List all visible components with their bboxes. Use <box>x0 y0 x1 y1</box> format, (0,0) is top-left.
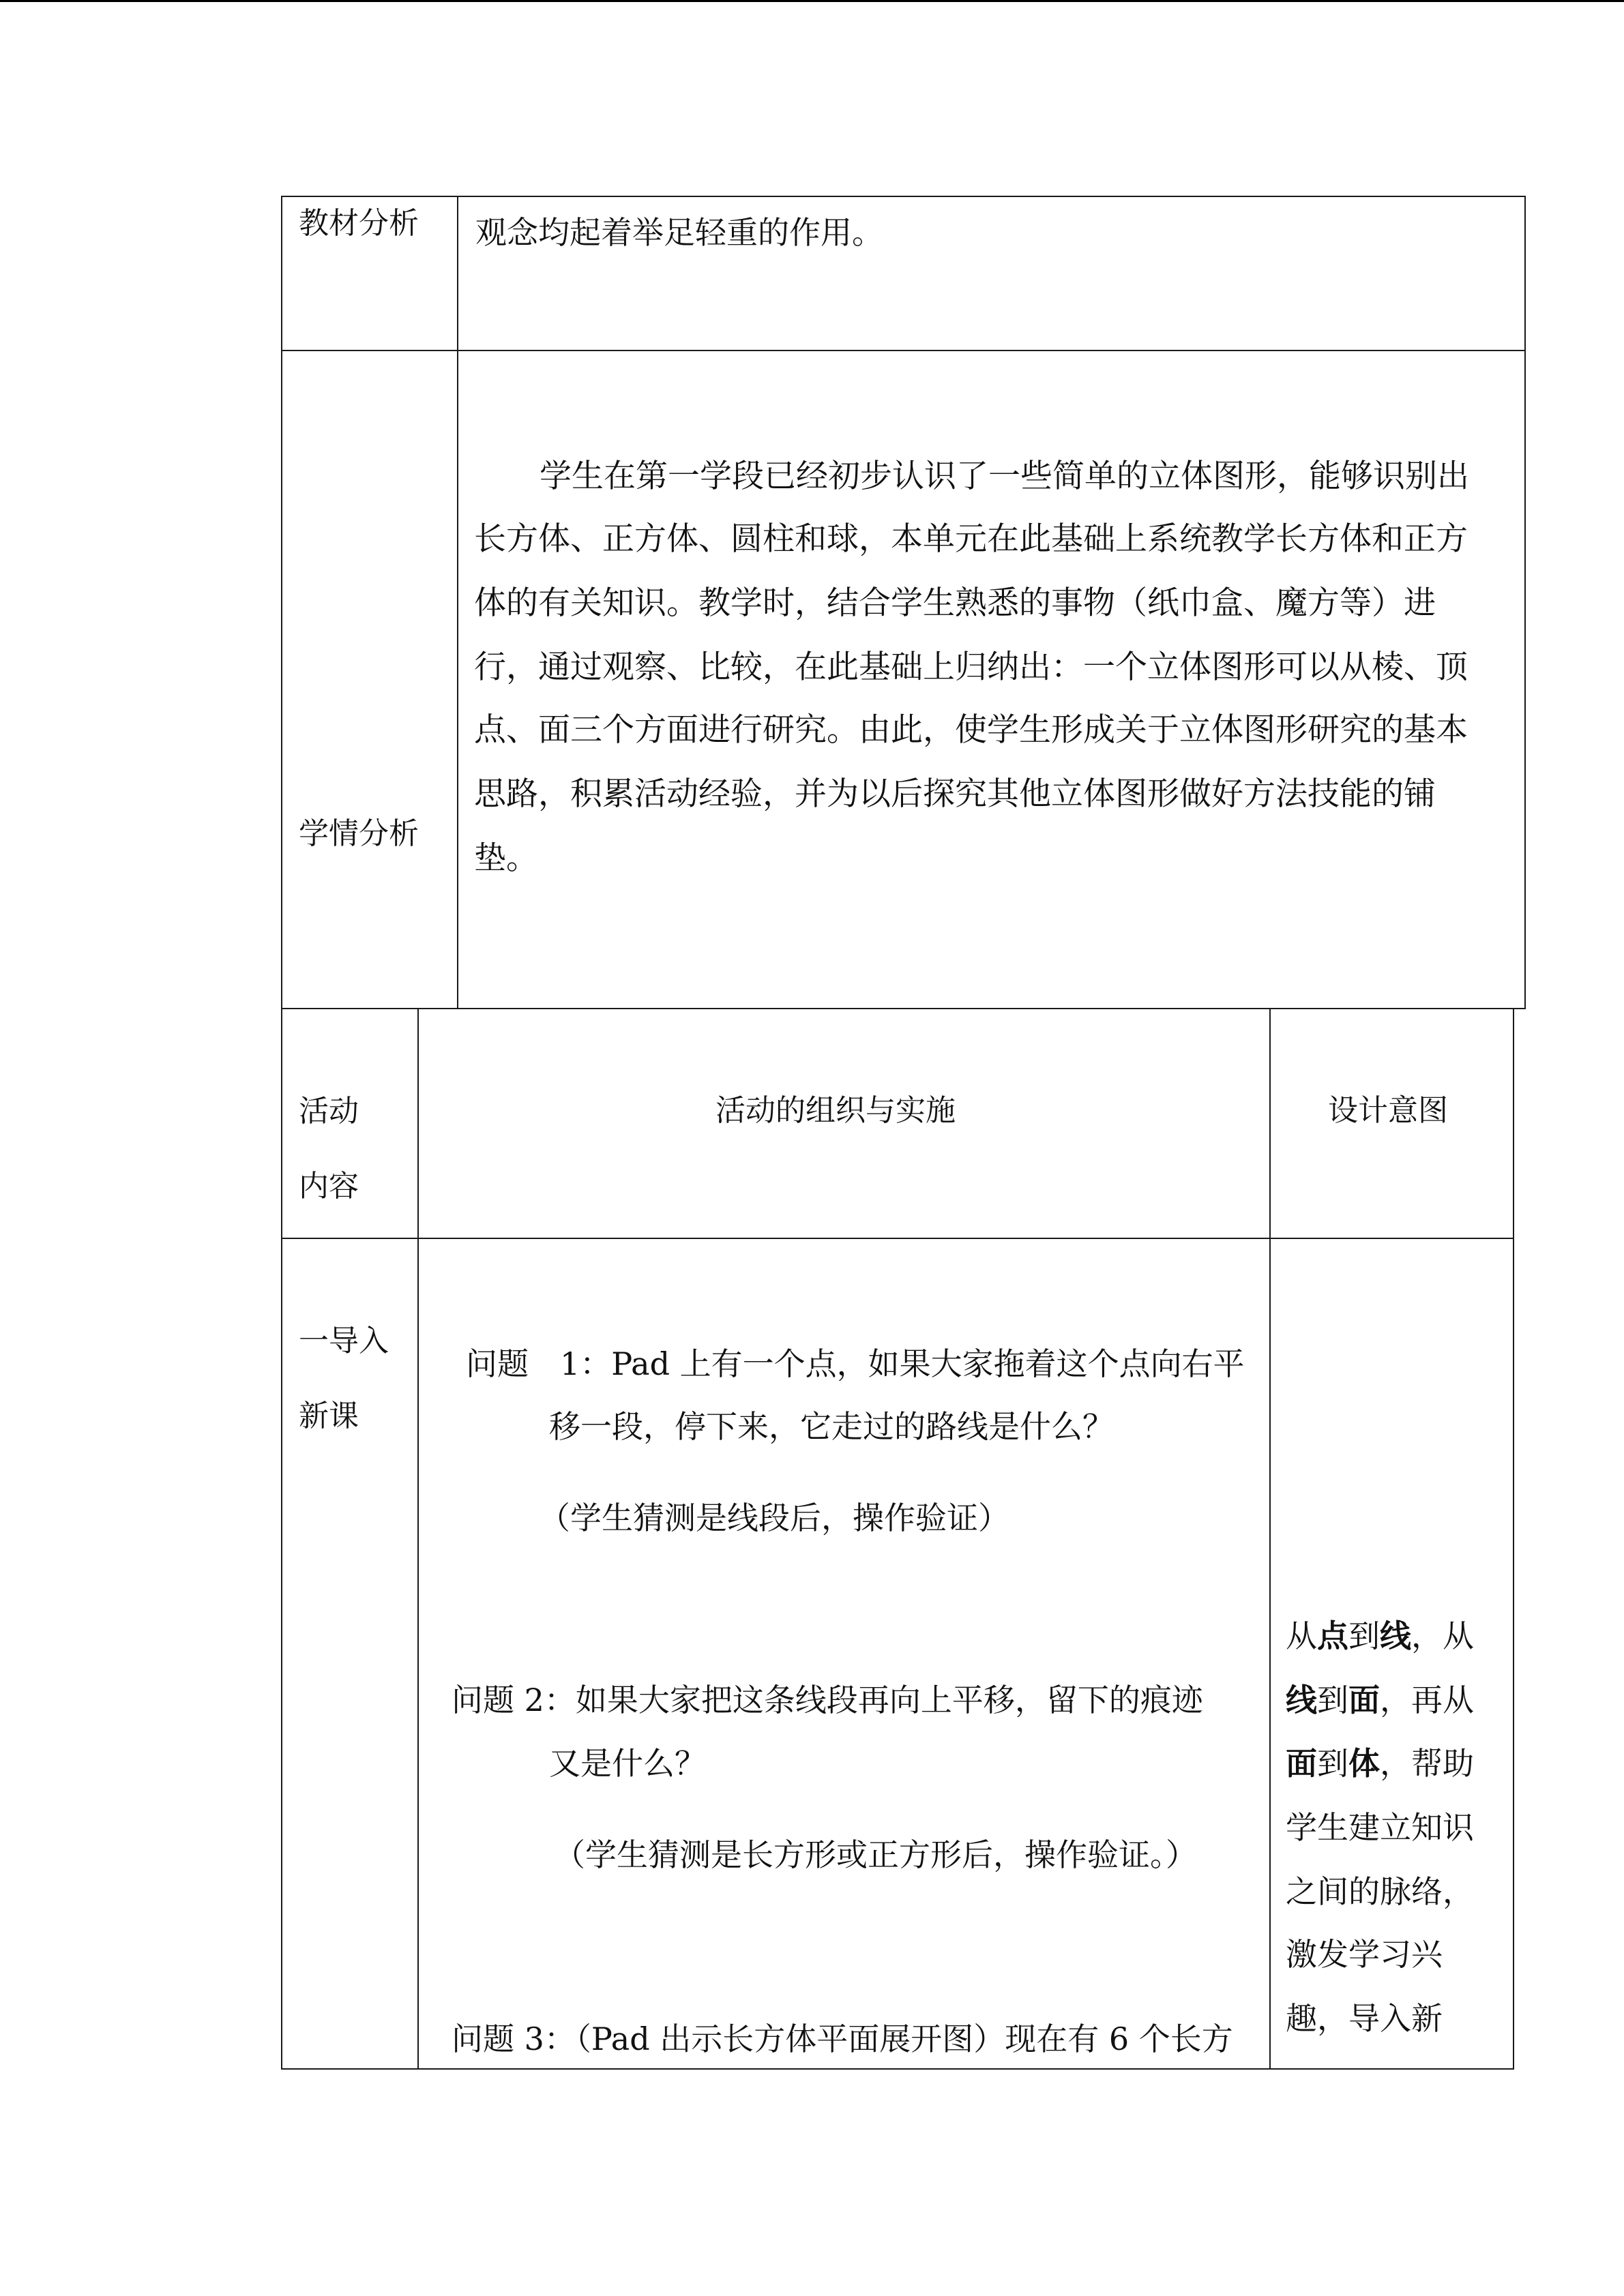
intent-text: 到 <box>1317 1682 1348 1718</box>
design-intent-header: 设计意图 <box>1328 1093 1448 1128</box>
student-analysis-line: 点、面三个方面进行研究。由此，使学生形成关于立体图形研究的基本 <box>474 711 1468 749</box>
textbook-analysis-content: 观念均起着举足轻重的作用。 <box>475 214 883 251</box>
intent-text: ，从 <box>1411 1617 1474 1654</box>
intro-lesson-label-line1: 一导入 <box>299 1324 389 1358</box>
intent-text: 从 <box>1286 1617 1317 1654</box>
student-analysis-line: 长方体、正方体、圆柱和球，本单元在此基础上系统教学长方体和正方 <box>474 520 1468 558</box>
question-2-line2: 又是什么？ <box>549 1745 706 1782</box>
intent-text: 到 <box>1317 1745 1348 1782</box>
design-intent-line6: 激发学习兴 <box>1286 1936 1443 1973</box>
intent-text: 到 <box>1348 1617 1380 1654</box>
intent-keyword: 线 <box>1286 1682 1317 1718</box>
design-intent-line2 <box>1286 1684 1474 1716</box>
question-2-note: （学生猜测是长方形或正方形后，操作验证。） <box>554 1836 1197 1873</box>
intent-text: ，再从 <box>1380 1682 1474 1718</box>
question-1-note: （学生猜测是线段后，操作验证） <box>539 1500 1009 1536</box>
design-intent-line4: 学生建立知识 <box>1286 1809 1474 1846</box>
analysis-table-column-divider <box>457 196 458 1009</box>
student-analysis-line: 行，通过观察、比较，在此基础上归纳出：一个立体图形可以从棱、顶 <box>474 648 1468 686</box>
student-analysis-line: 体的有关知识。教学时，结合学生熟悉的事物（纸巾盒、魔方等）进 <box>474 584 1436 622</box>
activity-content-header-line2: 内容 <box>299 1169 359 1204</box>
intent-keyword: 体 <box>1348 1745 1380 1782</box>
student-analysis-label: 学情分析 <box>299 816 419 851</box>
page-top-border <box>0 0 1624 2</box>
activity-content-header-line1: 活动 <box>299 1094 359 1129</box>
activity-organization-header: 活动的组织与实施 <box>715 1093 956 1128</box>
question-3-line1: 问题 3：（Pad 出示长方体平面展开图）现在有 6 个长方 <box>452 2021 1233 2057</box>
intro-lesson-label-line2: 新课 <box>299 1399 359 1433</box>
intent-keyword: 点 <box>1317 1617 1348 1654</box>
analysis-table-row-divider <box>281 350 1526 351</box>
question-1-line2: 移一段，停下来，它走过的路线是什么？ <box>549 1408 1114 1445</box>
design-intent-line1 <box>1286 1617 1474 1654</box>
design-intent-line7: 趣，导入新 <box>1286 2000 1443 2037</box>
design-intent-line3 <box>1286 1745 1474 1782</box>
activity-table-header-divider <box>281 1238 1514 1239</box>
intent-keyword: 面 <box>1286 1745 1317 1782</box>
student-analysis-line: 垫。 <box>474 839 538 877</box>
activity-table <box>281 1008 1514 2070</box>
intent-keyword: 面 <box>1348 1682 1380 1718</box>
question-2-line1: 问题 2：如果大家把这条线段再向上平移，留下的痕迹 <box>452 1682 1203 1718</box>
question-1-line1: 问题 1：Pad 上有一个点，如果大家拖着这个点向右平 <box>466 1345 1245 1382</box>
student-analysis-line: 思路，积累活动经验，并为以后探究其他立体图形做好方法技能的铺 <box>474 775 1436 813</box>
intent-keyword: 线 <box>1380 1617 1411 1654</box>
intent-text: ，帮助 <box>1380 1745 1474 1782</box>
activity-table-column-divider-1 <box>417 1008 419 2070</box>
textbook-analysis-label: 教材分析 <box>299 206 419 241</box>
student-analysis-line: 学生在第一学段已经初步认识了一些简单的立体图形，能够识别出 <box>540 458 1469 495</box>
activity-table-column-divider-2 <box>1269 1008 1271 2070</box>
design-intent-line5: 之间的脉络， <box>1286 1873 1474 1910</box>
